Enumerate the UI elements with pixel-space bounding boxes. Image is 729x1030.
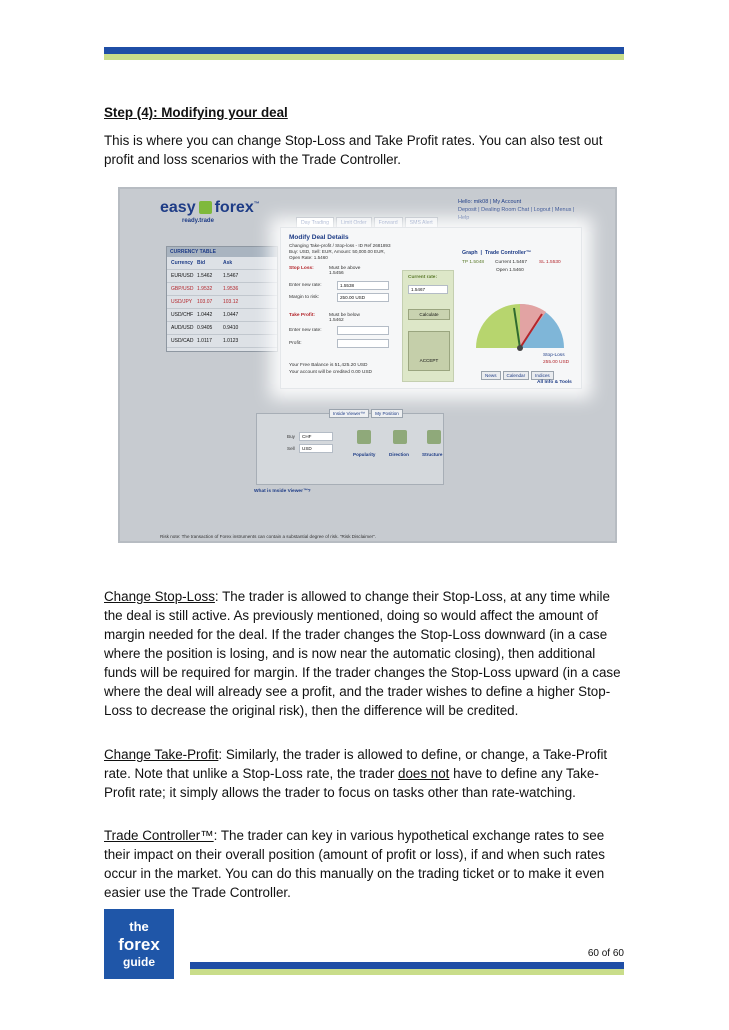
table-row: USD/CHF 1.0442 1.0447	[167, 309, 277, 322]
footer-rule-blue	[190, 962, 624, 969]
header-rule-green	[104, 54, 624, 60]
popularity-icon	[357, 430, 371, 444]
margin-field: 250.00 USD	[337, 293, 389, 302]
tab-sms-alert: SMS Alert	[405, 217, 438, 229]
tab-forward: Forward	[374, 217, 403, 229]
account-links: Hello: mik08 | My Account Deposit | Dealing Room Chat | Logout | Menus | Help	[458, 199, 575, 221]
page-number: 60 of 60	[587, 948, 624, 959]
table-row: USD/JPY 103.07 103.12	[167, 296, 277, 309]
direction-icon	[393, 430, 407, 444]
table-row: USD/CAD 1.0117 1.0123	[167, 335, 277, 348]
inside-viewer-panel: Inside Viewer™ My Position Buy CHF Sell USD Popularity Direction Structure	[256, 413, 444, 485]
easy-forex-logo: easy forex™	[160, 199, 260, 216]
table-row: AUD/USD 0.9405 0.9410	[167, 322, 277, 335]
intro-paragraph: This is where you can change Stop-Loss and Take Profit rates. You can also test out profit and loss scenarios with the Trade Controller.	[104, 133, 603, 167]
term-change-take-profit: Change Take-Profit	[104, 747, 219, 762]
paragraph-change-stop-loss: Change Stop-Loss: The trader is allowed to change their Stop-Loss, at any time while the deal is still active. As previously mentioned, doing so would affect the amount of margin needed for the deal. If the trader changes the Stop-Loss downward (in a case where the position is losing, and is now near the automatic closing), then additional funds will be required for margin. If the trader changes the Stop-Loss upward (in a case where the deal will already see a profit, and the trader wishes to define a higher Stop-Loss to decrease the original risk), then the difference will be credited.	[104, 589, 621, 718]
table-row: GBP/USD 1.9532 1.9536	[167, 283, 277, 296]
trade-controller-gauge	[466, 268, 574, 358]
logo-tagline: ready.trade	[182, 218, 214, 224]
section-heading: Step (4): Modifying your deal	[104, 105, 288, 120]
modify-deal-dialog: Modify Deal Details Changing Take-profit / Stop-loss - ID Ref 2681893 Buy: USD, Sell: EUR, Amount: 50,000.00 EUR, Open Rate: 1.5460 Stop Loss: Must be above 1.5456 Enter new rate: 1.5538 Margin to risk: 250.00 USD Take Profit: Must be below 1.5462 Enter new rate: Profit: Your Free Balance is 51,425.20 USD Your account will be credited 0.00 USD Current rate: 1.5467 Calculate ACCEPT Graph | Trade Controller™ TP 1.5048 Current 1.5467 SL 1.5530 Open 1.5460 Stop-Loss 255.00 USD News Calendar Indices All Info & Tools	[280, 227, 582, 389]
footer-rule-green	[190, 969, 624, 975]
stop-loss-rate-field: 1.5538	[337, 281, 389, 290]
term-change-stop-loss: Change Stop-Loss	[104, 589, 215, 604]
paragraph-change-take-profit: Change Take-Profit: Similarly, the trader is allowed to define, or change, a Take-Profit rate. Note that unlike a Stop-Loss rate, the trader does not have to define any Take-Profit rate; it simply allows the trader to focus on tasks other than rate-watching.	[104, 747, 608, 800]
calculate-button: Calculate	[408, 309, 450, 320]
take-profit-rate-field	[337, 326, 389, 335]
currency-table: CURRENCY TABLE Currency Bid Ask EUR/USD 1.5462 1.5467 GBP/USD 1.9532 1.9536 USD/JPY 103.07 103.12 USD/CHF 1.0442 1.0447 AUD/USD 0.9405 0.9410 USD/CAD 1.0117 1.0123	[166, 246, 278, 352]
accept-button: ACCEPT	[408, 331, 450, 371]
platform-screenshot: easy forex™ ready.trade Hello: mik08 | My Account Deposit | Dealing Room Chat | Logout | Menus | Help Day Trading Limit Order Forward SMS Alert CURRENCY TABLE Currency Bid Ask EUR/USD 1.5462 1.5467 GBP/USD 1.9532 1.9536 USD/JPY 103.07 103.12 USD/CHF 1.0442 1.0447 AUD/USD 0.9405 0.9410 USD/CAD 1.0117 1.0123 Modify Deal Details Changing Take-profit / Stop-loss - ID Ref 2681893 Buy: USD, Sell: EUR, Amount: 50,000.00 EUR, Open Rate: 1.5460 Stop Loss: Must be above 1.5456 Enter new rate: 1.5538 Margin to risk: 250.00 USD Take Profit: Must be below 1.5462 Enter new rate: Profit: Your Free Balance is 51,425.20 USD Your account will be credited 0.00 USD Current rate: 1.5467 Calculate ACCEPT Graph | Trade Controller™ TP 1.5048 Current 1.5467 SL 1.5530 Open 1.5460 Stop-Loss 255.00 USD News Calendar Indices All Info & Tools Inside Viewer™ My Position Buy CHF Sell USD Popularity Direction Structure What is Inside Viewer™? Risk note: The transaction of Forex instruments can contain a substantial degree of risk. "Risk Disclaimer".	[118, 187, 617, 543]
structure-icon	[427, 430, 441, 444]
term-trade-controller: Trade Controller™	[104, 828, 214, 843]
table-row: EUR/USD 1.5462 1.5467	[167, 270, 277, 283]
profit-field	[337, 339, 389, 348]
forex-guide-logo: the forex guide	[104, 909, 174, 979]
current-rate-panel: Current rate: 1.5467 Calculate ACCEPT	[402, 270, 454, 382]
tab-limit-order: Limit Order	[336, 217, 372, 229]
header-rule-blue	[104, 47, 624, 54]
logo-square-icon	[199, 201, 212, 214]
paragraph-trade-controller: Trade Controller™: The trader can key in various hypothetical exchange rates to see their impact on their overall position (amount of profit or loss), if and when such rates occur in the market. You can do this manually on the trading ticket or to make it even easier use the Trade Controller.	[104, 828, 605, 900]
tab-day-trading: Day Trading	[296, 217, 334, 229]
